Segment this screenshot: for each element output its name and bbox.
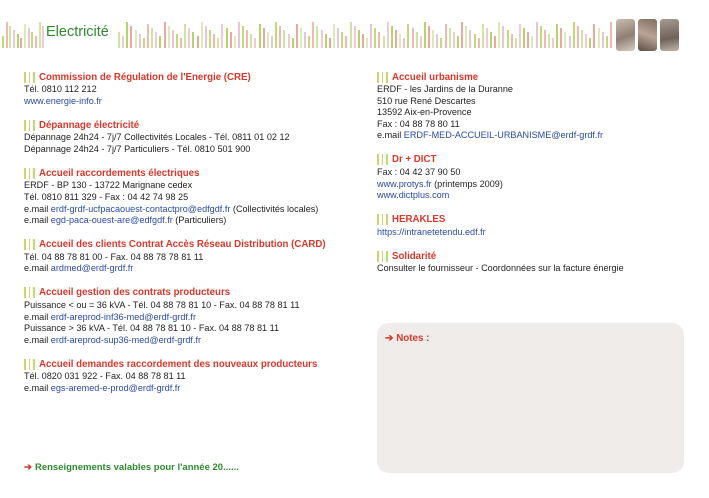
section-header	[377, 153, 687, 167]
stripe	[164, 22, 166, 48]
stripe	[180, 38, 182, 48]
stripe	[122, 36, 124, 48]
stripe	[387, 22, 389, 48]
line-text: Puissance < ou = 36 kVA - Tél. 04 88 78 81 10 - Fax. 04 88 78 81 11	[24, 299, 300, 310]
stripe	[155, 32, 157, 48]
stripe	[17, 34, 19, 48]
line-text: e.mail	[24, 334, 51, 345]
contact-line	[377, 84, 687, 96]
contact-link[interactable]: egs-aremed-e-prod@erdf-grdf.fr	[50, 382, 181, 393]
stripe	[478, 38, 480, 48]
stripe	[395, 30, 397, 48]
stripe	[531, 36, 533, 48]
header-photos	[616, 19, 680, 51]
section-heading: Commission de Régulation de l'Energie (CRE)	[39, 71, 251, 83]
stripe	[341, 32, 343, 48]
left-column	[24, 70, 354, 406]
notes-label: ➔ Notes :	[385, 333, 430, 344]
stripe	[230, 32, 232, 48]
stripe	[494, 36, 496, 48]
footnote-text: Renseignements valables pour l'année 20......	[34, 462, 239, 473]
stripe	[469, 30, 471, 48]
stripe	[350, 22, 352, 48]
contact-line	[24, 300, 354, 312]
contact-section	[24, 286, 354, 346]
stripe	[362, 34, 364, 48]
stripe	[610, 22, 612, 48]
stripe	[242, 26, 244, 48]
stripe	[412, 28, 414, 48]
stripe	[126, 22, 128, 48]
line-text: 510 rue René Descartes	[377, 95, 476, 106]
stripe	[569, 36, 571, 48]
stripe	[13, 30, 15, 48]
photo-thumbnail	[616, 19, 635, 51]
stripe	[424, 22, 426, 48]
section-header	[24, 357, 354, 371]
line-text: Tél. 04 88 78 81 00 - Fax. 04 88 78 78 81 11	[24, 251, 204, 262]
line-text: Fax : 04 42 37 90 50	[377, 166, 461, 177]
stripe	[428, 26, 430, 48]
stripe	[172, 30, 174, 48]
stripe	[321, 30, 323, 48]
contact-section	[377, 70, 687, 142]
triple-bar-icon	[377, 72, 391, 83]
stripe	[159, 36, 161, 48]
stripe	[234, 36, 236, 48]
contact-line	[377, 119, 687, 131]
line-text: Tél. 0810 811 329 - Fax : 04 42 74 98 25	[24, 191, 189, 202]
line-text: (Particuliers)	[172, 215, 227, 226]
triple-bar-icon	[24, 168, 38, 179]
stripe	[24, 24, 26, 48]
stripe	[577, 26, 579, 48]
notes-box[interactable]	[377, 323, 684, 473]
stripe	[366, 38, 368, 48]
section-heading: HERAKLES	[392, 214, 446, 226]
stripe	[486, 28, 488, 48]
stripe	[283, 30, 285, 48]
stripe	[457, 36, 459, 48]
line-text: e.mail	[24, 382, 51, 393]
stripe	[449, 28, 451, 48]
stripe	[391, 26, 393, 48]
photo-thumbnail	[660, 19, 679, 51]
stripe	[292, 38, 294, 48]
stripe	[564, 32, 566, 48]
contact-line	[377, 263, 687, 275]
triple-bar-icon	[24, 239, 38, 250]
stripe	[209, 30, 211, 48]
contact-line	[24, 204, 354, 216]
stripe	[465, 26, 467, 48]
line-text: Dépannage 24h24 - 7j/7 Particuliers - Tél. 0810 501 900	[24, 143, 251, 154]
contact-link[interactable]: erdf-areprod-sup36-med@erdf-grdf.fr	[50, 334, 202, 345]
stripe	[337, 28, 339, 48]
stripe	[312, 22, 314, 48]
stripe	[420, 36, 422, 48]
stripe	[589, 38, 591, 48]
stripe	[440, 38, 442, 48]
stripe	[151, 28, 153, 48]
section-header	[377, 249, 687, 263]
triple-bar-icon	[24, 120, 38, 131]
contact-link[interactable]: erdf-areprod-inf36-med@erdf-grdf.fr	[50, 311, 196, 322]
line-text: ERDF - BP 130 - 13722 Marignane cedex	[24, 180, 193, 191]
stripe	[259, 24, 261, 48]
contact-line	[24, 323, 354, 335]
stripe	[585, 34, 587, 48]
stripe	[168, 26, 170, 48]
contact-link[interactable]: egd-paca-ouest-are@edfgdf.fr	[50, 215, 173, 226]
stripe	[213, 34, 215, 48]
contact-line	[24, 215, 354, 227]
triple-bar-icon	[377, 214, 391, 225]
stripe	[139, 34, 141, 48]
section-heading: Accueil demandes raccordement des nouveaux producteurs	[39, 358, 318, 370]
section-heading: Accueil raccordements électriques	[39, 167, 200, 179]
section-heading: Accueil urbanisme	[392, 71, 479, 83]
contact-line	[24, 383, 354, 395]
stripe	[246, 30, 248, 48]
contact-line	[377, 96, 687, 108]
section-header	[24, 70, 354, 84]
contact-line	[377, 179, 687, 191]
stripe	[325, 34, 327, 48]
stripe	[143, 38, 145, 48]
triple-bar-icon	[24, 72, 38, 83]
contact-section	[377, 249, 687, 275]
stripe	[374, 28, 376, 48]
stripe	[147, 24, 149, 48]
contact-line	[377, 190, 687, 202]
stripe	[523, 28, 525, 48]
contact-line	[24, 180, 354, 192]
line-text: Tél. 0820 031 922 - Fax. 04 88 78 81 11	[24, 371, 186, 382]
contact-section	[377, 213, 687, 239]
stripe	[267, 32, 269, 48]
contact-section	[24, 238, 354, 275]
stripe	[20, 38, 22, 48]
stripe	[201, 22, 203, 48]
stripe	[308, 36, 310, 48]
stripe	[238, 22, 240, 48]
stripe	[354, 26, 356, 48]
stripe	[507, 30, 509, 48]
stripe	[378, 32, 380, 48]
stripe	[333, 24, 335, 48]
contact-line	[24, 371, 354, 383]
stripe	[6, 22, 8, 48]
contact-line	[24, 252, 354, 264]
contact-line	[24, 144, 354, 156]
stripe	[536, 22, 538, 48]
stripe	[445, 24, 447, 48]
triple-bar-icon	[24, 359, 38, 370]
stripe	[598, 28, 600, 48]
stripe	[519, 24, 521, 48]
stripe	[316, 26, 318, 48]
stripe	[250, 34, 252, 48]
stripe	[176, 34, 178, 48]
stripe	[403, 38, 405, 48]
validity-footnote	[24, 462, 239, 473]
stripe	[370, 24, 372, 48]
section-heading: Solidarité	[392, 250, 437, 262]
contact-line	[24, 335, 354, 347]
stripe	[118, 32, 120, 48]
header-stripes	[0, 20, 44, 48]
line-text: Puissance > 36 kVA - Tél. 04 88 78 81 10 - Fax. 04 88 78 81 11	[24, 323, 280, 334]
stripe	[560, 28, 562, 48]
page-title: Electricité	[46, 24, 109, 40]
line-text: Tél. 0810 112 212	[24, 84, 97, 94]
stripe	[130, 26, 132, 48]
stripe	[197, 36, 199, 48]
photo-thumbnail	[638, 19, 657, 51]
line-text: (printemps 2009)	[431, 178, 503, 189]
stripe	[345, 36, 347, 48]
stripe	[288, 34, 290, 48]
stripe	[527, 32, 529, 48]
line-text: e.mail	[24, 263, 51, 274]
stripe	[221, 24, 223, 48]
stripe	[358, 30, 360, 48]
stripe	[2, 36, 4, 48]
stripe	[416, 32, 418, 48]
section-heading: Dépannage électricité	[39, 119, 140, 131]
stripe	[263, 28, 265, 48]
line-text: Consulter le fournisseur - Coordonnées sur la facture énergie	[377, 263, 624, 274]
stripe	[453, 32, 455, 48]
line-text: e.mail	[24, 311, 51, 322]
stripe	[28, 28, 30, 48]
contact-link[interactable]: www.protys.fr	[377, 178, 432, 189]
section-header	[377, 213, 687, 227]
stripe	[275, 22, 277, 48]
contact-line	[24, 96, 354, 108]
stripe	[544, 30, 546, 48]
stripe	[184, 24, 186, 48]
stripe	[606, 36, 608, 48]
line-text: Dépannage 24h24 - 7j/7 Collectivités Locales - Tél. 0811 01 02 12	[24, 132, 290, 143]
line-text: (Collectivités locales)	[230, 203, 319, 214]
stripe	[399, 34, 401, 48]
stripe	[217, 38, 219, 48]
section-heading: Dr + DICT	[392, 154, 437, 166]
section-header	[377, 70, 687, 84]
stripe	[474, 34, 476, 48]
section-header	[24, 286, 354, 300]
header-stripes	[116, 20, 612, 48]
contact-link[interactable]: erdf-grdf-ucfpacaouest-contactpro@edfgdf.fr	[50, 203, 231, 214]
stripe	[461, 22, 463, 48]
triple-bar-icon	[377, 154, 391, 165]
contact-line	[377, 130, 687, 142]
stripe	[226, 28, 228, 48]
stripe	[552, 38, 554, 48]
section-heading: Accueil gestion des contrats producteurs	[39, 287, 231, 299]
triple-bar-icon	[377, 251, 391, 262]
stripe	[432, 30, 434, 48]
stripe	[135, 30, 137, 48]
section-heading: Accueil des clients Contrat Accès Réseau Distribution (CARD)	[39, 239, 326, 251]
stripe	[35, 36, 37, 48]
line-text: e.mail	[24, 203, 51, 214]
contact-line	[24, 263, 354, 275]
contact-line	[24, 84, 354, 96]
stripe	[39, 22, 41, 48]
stripe	[498, 22, 500, 48]
line-text: e.mail	[24, 215, 51, 226]
stripe	[9, 26, 11, 48]
stripe	[31, 32, 33, 48]
stripe	[602, 32, 604, 48]
stripe	[511, 34, 513, 48]
stripe	[581, 30, 583, 48]
stripe	[490, 32, 492, 48]
stripe	[436, 34, 438, 48]
stripe	[300, 28, 302, 48]
line-text: 13592 Aix-en-Provence	[377, 107, 472, 118]
contact-link[interactable]: www.dictplus.com	[377, 190, 450, 201]
contact-line	[377, 107, 687, 119]
line-text: e.mail	[377, 130, 404, 141]
contact-line	[24, 132, 354, 144]
stripe	[42, 26, 44, 48]
stripe	[548, 34, 550, 48]
contact-link[interactable]: www.energie-info.fr	[24, 95, 102, 106]
section-header	[24, 166, 354, 180]
stripe	[383, 36, 385, 48]
stripe	[593, 24, 595, 48]
line-text: ERDF - les Jardins de la Duranne	[377, 84, 513, 94]
stripe	[271, 36, 273, 48]
stripe	[254, 38, 256, 48]
contact-line	[24, 312, 354, 324]
arrow-right-icon: ➔	[385, 333, 394, 344]
contact-section	[24, 118, 354, 155]
contact-line	[377, 167, 687, 179]
contact-section	[24, 166, 354, 226]
stripe	[502, 26, 504, 48]
stripe	[304, 32, 306, 48]
stripe	[188, 28, 190, 48]
contact-link[interactable]: ERDF-MED-ACCUEIL-URBANISME@erdf-grdf.fr	[403, 130, 604, 141]
section-header	[24, 238, 354, 252]
stripe	[329, 38, 331, 48]
stripe	[296, 24, 298, 48]
arrow-right-icon: ➔	[24, 462, 32, 473]
section-header	[24, 118, 354, 132]
triple-bar-icon	[24, 287, 38, 298]
stripe	[482, 24, 484, 48]
stripe	[540, 26, 542, 48]
contact-line	[24, 192, 354, 204]
contact-section	[377, 153, 687, 202]
contact-section	[24, 70, 354, 107]
right-column	[377, 70, 687, 286]
stripe	[205, 26, 207, 48]
stripe	[556, 24, 558, 48]
contact-line	[377, 227, 687, 239]
stripe	[515, 38, 517, 48]
stripe	[407, 24, 409, 48]
contact-section	[24, 357, 354, 394]
stripe	[192, 32, 194, 48]
stripe	[279, 26, 281, 48]
contact-link[interactable]: ardmed@erdf-grdf.fr	[50, 263, 134, 274]
contact-link[interactable]: https://intranetetendu.edf.fr	[377, 226, 486, 237]
line-text: Fax : 04 88 78 80 11	[377, 118, 460, 129]
stripe	[573, 22, 575, 48]
